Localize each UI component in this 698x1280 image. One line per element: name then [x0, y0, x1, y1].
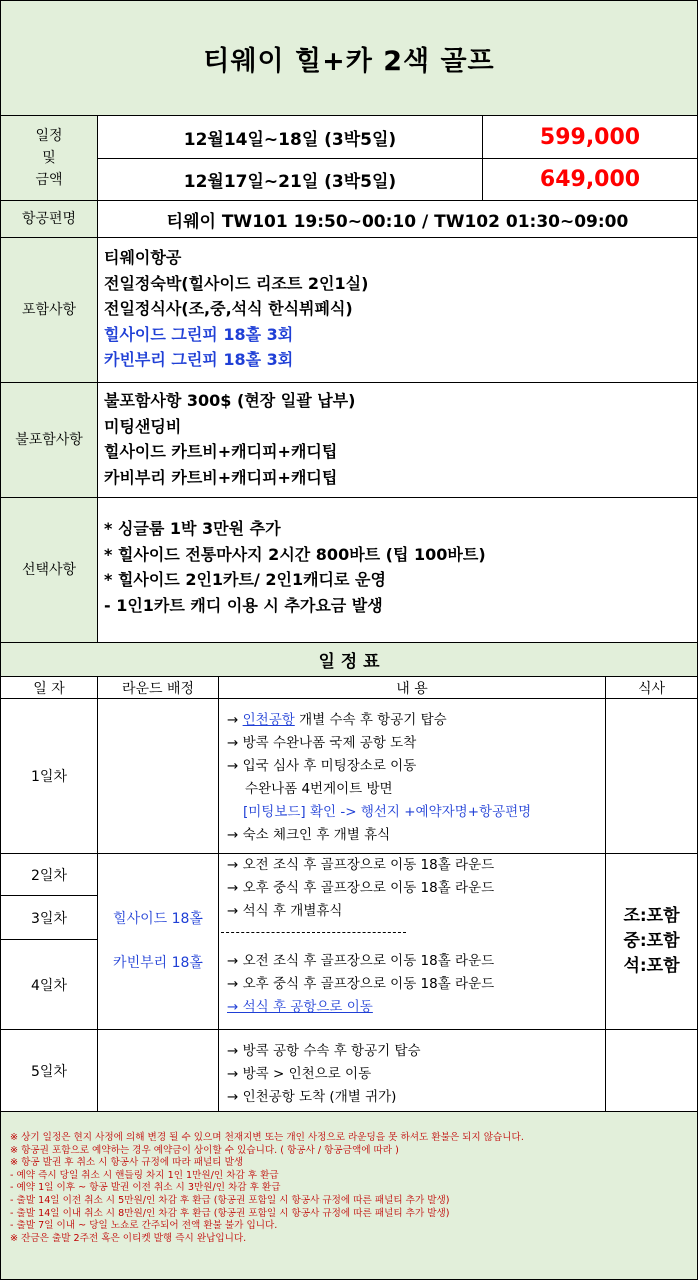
day-1: 1일차	[1, 699, 98, 854]
excluded-label: 불포함사항	[1, 383, 98, 498]
meal-cell-empty	[606, 1030, 697, 1112]
schedule-line: → 석식 후 개별휴식	[227, 903, 343, 919]
label-line: 및	[42, 150, 56, 166]
included-list	[98, 238, 697, 383]
schedule-line: → 오후 중식 후 골프장으로 이동 18홀 라운드	[227, 880, 495, 896]
price-1: 599,000	[483, 116, 697, 159]
optional-label: 선택사항	[1, 498, 98, 643]
schedule-line: → 방콕 > 인천으로 이동	[227, 1066, 372, 1082]
excluded-list	[98, 383, 697, 498]
schedule-line: → 방콕 수완나폼 국제 공항 도착	[227, 735, 417, 751]
header-meal: 식사	[606, 677, 697, 699]
dashed-divider	[221, 932, 406, 933]
list-item: 불포함사항 300$ (현장 일괄 납부)	[104, 391, 356, 410]
flight-value: 티웨이 TW101 19:50~00:10 / TW102 01:30~09:00	[98, 201, 697, 238]
list-item: 힐사이드 카트비+캐디피+캐디팁	[104, 442, 338, 461]
round-cell-empty	[98, 699, 219, 854]
note-line: - 출발 14일 이전 취소 시 5만원/인 차감 후 환급 (항공권 포함일 시 항공사 규정에 따른 패널티 추가 발생)	[10, 1194, 450, 1206]
itinerary-title: 일 정 표	[1, 643, 697, 677]
page-title: 티웨이 힐+카 2색 골프	[1, 1, 697, 116]
day-5-content	[219, 1030, 606, 1112]
list-item: * 싱글룸 1박 3만원 추가	[104, 519, 281, 538]
date-range-1: 12월14일~18일 (3박5일)	[98, 116, 483, 159]
meal-dinner: 석:포함	[623, 956, 680, 976]
flight-label: 항공편명	[1, 201, 98, 238]
schedule-line: → 오전 조식 후 골프장으로 이동 18홀 라운드	[227, 857, 495, 873]
date-range-2: 12월17일~21일 (3박5일)	[98, 159, 483, 201]
note-line: - 출발 14일 이내 취소 시 8만원/인 차감 후 환급 (항공권 포함일 시 항공사 규정에 따른 패널티 추가 발생)	[10, 1207, 450, 1219]
list-item: * 힐사이드 2인1카트/ 2인1캐디로 운영	[104, 570, 386, 589]
price-2: 649,000	[483, 159, 697, 201]
note-line: ※ 상기 일정은 현지 사정에 의해 변경 될 수 있으며 천재지변 또는 개인 사정으로 라운딩을 못 하셔도 환불은 되지 않습니다.	[10, 1132, 524, 1143]
list-item: - 1인1카트 캐디 이용 시 추가요금 발생	[104, 595, 383, 615]
schedule-line: 수완나폼 4번게이트 방면	[245, 781, 393, 797]
header-content: 내 용	[219, 677, 606, 699]
round-hillside: 힐사이드 18홀	[113, 911, 203, 927]
schedule-line: → 석식 후 공항으로 이동	[227, 999, 373, 1015]
schedule-line: → 오후 중식 후 골프장으로 이동 18홀 라운드	[227, 976, 495, 992]
schedule-text: 개별 수속 후 항공기 탑승	[294, 712, 447, 728]
meal-breakfast: 조:포함	[623, 906, 680, 926]
round-cell-empty	[98, 1030, 219, 1112]
note-line: ※ 항공권 포함으로 예약하는 경우 예약금이 상이할 수 있습니다. ( 항공사 / 항공금액에 따라 )	[10, 1144, 399, 1156]
meal-cell	[606, 854, 697, 1030]
note-line: - 예약 1일 이후 ~ 항공 발권 이전 취소 시 3만원/인 차감 후 환급	[10, 1182, 281, 1194]
schedule-line: → 오전 조식 후 골프장으로 이동 18홀 라운드	[227, 953, 495, 969]
schedule-line	[227, 709, 605, 732]
schedule-line: → 숙소 체크인 후 개별 휴식	[227, 827, 391, 843]
meal-cell-empty	[606, 699, 697, 854]
note-line: - 출발 7일 이내 ~ 당일 노쇼로 간주되어 전액 환불 불가 입니다.	[10, 1220, 278, 1232]
note-line: ※ 잔금은 출발 2주전 혹은 이티켓 발행 즉시 완납입니다.	[10, 1232, 247, 1244]
header-round: 라운드 배정	[98, 677, 219, 699]
meal-lunch: 중:포함	[623, 931, 680, 951]
label-line: 일정	[35, 128, 63, 144]
day-4: 4일차	[1, 940, 98, 1030]
list-item: 전일정숙박(힐사이드 리조트 2인1실)	[104, 273, 369, 293]
schedule-line: [미팅보드] 확인 -> 행선지 +예약자명+항공편명	[243, 804, 532, 820]
schedule-block-a	[227, 854, 494, 923]
arrow-icon: →	[227, 712, 239, 728]
round-cell	[98, 854, 219, 1030]
list-item: * 힐사이드 전통마사지 2시간 800바트 (팁 100바트)	[104, 544, 486, 564]
day-1-content	[219, 699, 606, 854]
day-5: 5일차	[1, 1030, 98, 1112]
list-item: 카비부리 카트비+캐디피+캐디팁	[104, 467, 338, 487]
schedule-price-label	[1, 116, 98, 201]
list-item: 티웨이항공	[104, 248, 182, 267]
day-3: 3일차	[1, 896, 98, 940]
incheon-airport-link[interactable]: 인천공항	[242, 712, 295, 728]
list-item: 전일정식사(조,중,석식 한식뷔페식)	[104, 299, 353, 318]
day-2: 2일차	[1, 854, 98, 896]
schedule-line: → 인천공항 도착 (개별 귀가)	[227, 1089, 397, 1105]
list-item: 미팅샌딩비	[104, 416, 182, 436]
day-2-4-content	[219, 854, 606, 1030]
note-line: - 예약 즉시 당일 취소 시 핸들링 차지 1인 1만원/인 차감 후 환급	[10, 1169, 279, 1181]
schedule-line: → 방콕 공항 수속 후 항공기 탑승	[227, 1043, 421, 1059]
optional-list	[98, 498, 697, 643]
note-line: ※ 항공 발권 후 취소 시 항공사 규정에 따라 패널티 발생	[10, 1157, 244, 1169]
list-item: 카빈부리 그린피 18홀 3회	[104, 350, 294, 369]
header-day: 일 자	[1, 677, 98, 699]
included-label: 포함사항	[1, 238, 98, 383]
label-line: 금액	[35, 172, 63, 188]
round-cabinburi: 카빈부리 18홀	[113, 955, 203, 971]
schedule-block-b	[227, 950, 494, 1019]
notes-section	[1, 1112, 697, 1279]
list-item: 힐사이드 그린피 18홀 3회	[104, 324, 294, 344]
schedule-line: → 입국 심사 후 미팅장소로 이동	[227, 758, 417, 774]
